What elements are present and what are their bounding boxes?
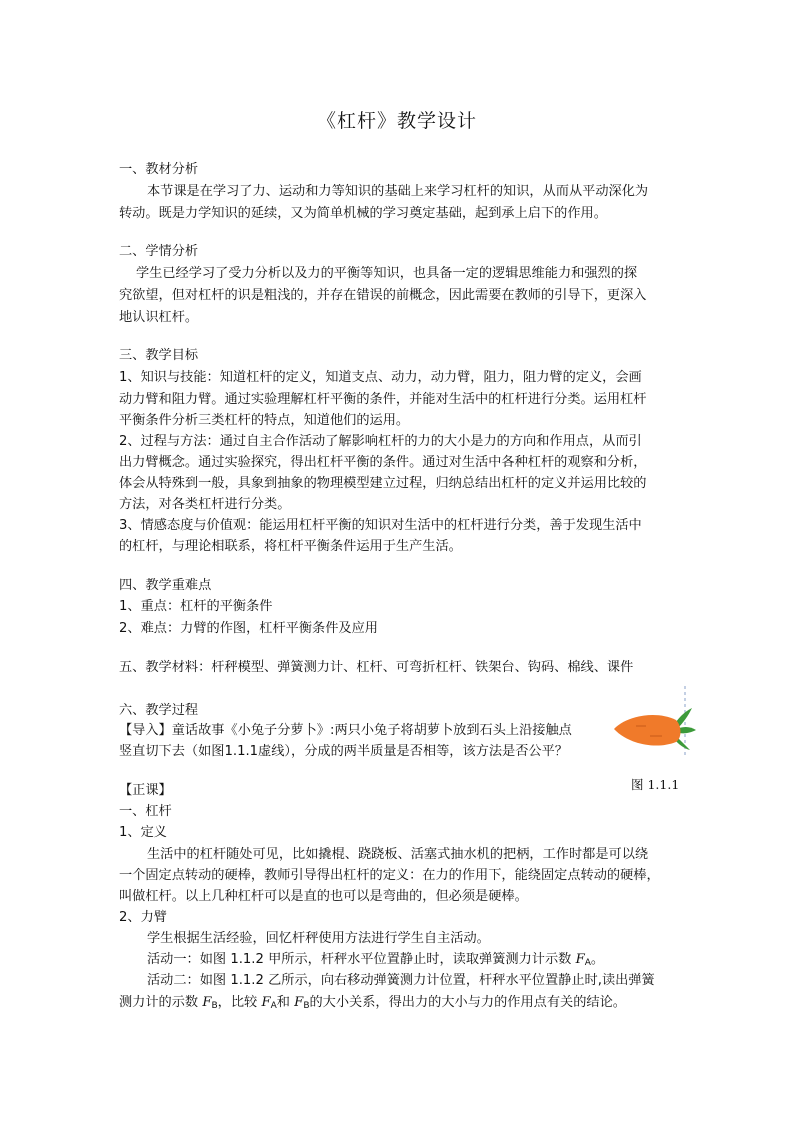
section-heading-keypoints: 四、教学重难点 [119,578,212,593]
activity-one-line [147,950,604,973]
activity-text: 测力计的示数 [119,995,203,1010]
activity-text: 活动一：如图 1.1.2 甲所示，杆秤水平位置静止时，读取弹簧测力计示数 [147,952,576,967]
carrot-icon [606,686,696,766]
subsection-heading-lever: 一、杠杆 [119,804,172,819]
section-heading-process: 六、教学过程 [119,703,199,718]
activity-text: 的大小关系，得出力的大小与力的作用点有关的结论。 [309,995,626,1010]
paragraph-line: 一个固定点转动的硬棒，教师引导得出杠杆的定义：在力的作用下，能绕固定点转动的硬棒， [119,868,660,883]
force-symbol: F [294,995,304,1010]
paragraph-line: 方法，对各类杠杆进行分类。 [119,497,291,512]
subsection-heading-definition: 1、定义 [119,825,167,840]
force-symbol: F [261,995,271,1010]
paragraph-line: 生活中的杠杆随处可见，比如撬棍、跷跷板、活塞式抽水机的把柄，工作时都是可以绕 [147,847,649,862]
intro-line: 竖直切下去（如图1.1.1虚线），分成的两半质量是否相等，该方法是否公平？ [119,744,568,759]
paragraph-line: 转动。既是力学知识的延续，又为简单机械的学习奠定基础，起到承上启下的作用。 [119,206,607,221]
section-heading-goals: 三、教学目标 [119,348,199,363]
paragraph-line: 体会从特殊到一般，具象到抽象的物理模型建立过程，归纳总结出杠杆的定义并运用比较的 [119,476,647,491]
force-subscript: B [211,1001,218,1011]
paragraph-line: 学生已经学习了受力分析以及力的平衡等知识，也具备一定的逻辑思维能力和强烈的探 [136,266,638,281]
paragraph-line: 动力臂和阻力臂。通过实验理解杠杆平衡的条件，并能对生活中的杠杆进行分类。运用杠杆 [119,392,647,407]
subsection-heading-arm: 2、力臂 [119,910,167,925]
activity-text: ，比较 [217,995,262,1010]
paragraph-line: 2、过程与方法：通过自主合作活动了解影响杠杆的力的大小是力的方向和作用点，从而引 [119,434,642,449]
section-heading-students: 二、学情分析 [119,244,199,259]
lesson-heading: 【正课】 [119,783,172,798]
section-materials-line: 五、教学材料：杆秤模型、弹簧测力计、杠杆、可弯折杠杆、铁架台、钩码、棉线、课件 [119,660,634,675]
section-heading-materials: 一、教材分析 [119,162,199,177]
activity-text: 和 [276,995,295,1010]
activity-two-line: 活动二：如图 1.1.2 乙所示，向右移动弹簧测力计位置，杆秤水平位置静止时,读出弹簧 [147,973,655,988]
paragraph-line: 学生根据生活经验，回忆杆秤使用方法进行学生自主活动。 [147,931,490,946]
paragraph-line: 1、知识与技能：知道杠杆的定义，知道支点、动力，动力臂，阻力，阻力臂的定义，会画 [119,370,642,385]
paragraph-line: 究欲望，但对杠杆的识是粗浅的，并存在错误的前概念，因此需要在教师的引导下，更深入 [119,288,647,303]
force-subscript: B [303,1001,310,1011]
paragraph-line: 2、难点：力臂的作图，杠杆平衡条件及应用 [119,621,378,636]
paragraph-line: 叫做杠杆。以上几种杠杆可以是直的也可以是弯曲的，但必须是硬棒。 [119,889,528,904]
activity-two-continuation [119,993,626,1016]
figure-caption: 图 1.1.1 [631,777,680,792]
paragraph-line: 出力臂概念。通过实验探究，得出杠杆平衡的条件。通过对生活中各种杠杆的观察和分析， [119,455,647,470]
intro-line: 【导入】童话故事《小兔子分萝卜》:两只小兔子将胡萝卜放到石头上沿接触点 [119,723,572,738]
force-subscript: A [584,958,591,968]
paragraph-line: 3、情感态度与价值观：能运用杠杆平衡的知识对生活中的杠杆进行分类，善于发现生活中 [119,518,642,533]
paragraph-line: 本节课是在学习了力、运动和力等知识的基础上来学习杠杆的知识，从而从平动深化为 [147,184,649,199]
activity-text: 。 [590,952,605,967]
force-subscript: A [270,1001,277,1011]
force-symbol: F [575,952,585,967]
paragraph-line: 地认识杠杆。 [119,310,199,325]
page-title: 《杠杆》教学设计 [316,110,477,132]
paragraph-line: 平衡条件分析三类杠杆的特点，知道他们的运用。 [119,413,410,428]
paragraph-line: 1、重点：杠杆的平衡条件 [119,599,273,614]
paragraph-line: 的杠杆，与理论相联系，将杠杆平衡条件运用于生产生活。 [119,539,462,554]
force-symbol: F [202,995,212,1010]
